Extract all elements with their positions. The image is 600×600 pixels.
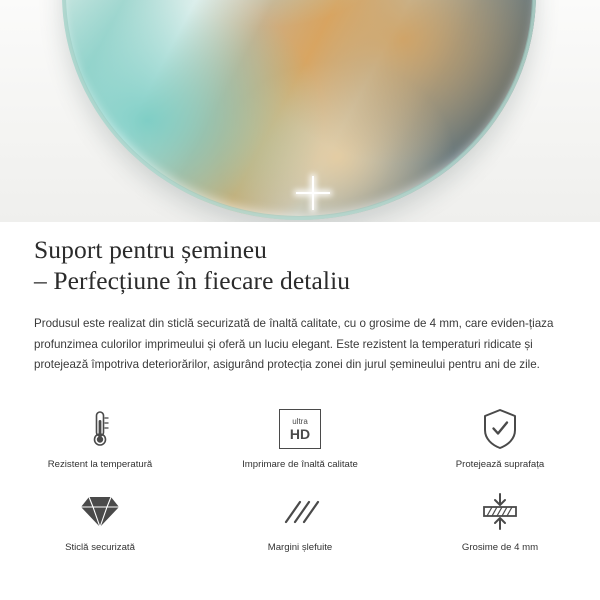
feature-item-thickness — [400, 483, 600, 558]
polished-edges-icon — [278, 489, 322, 535]
ultra-hd-icon — [279, 406, 321, 452]
feature-item-polished-edges — [200, 483, 400, 558]
feature-label: Imprimare de înaltă calitate — [242, 459, 358, 470]
thickness-4mm-icon — [478, 489, 522, 535]
headline-line-1: Suport pentru șemineu — [34, 235, 267, 264]
headline-line-2: – Perfecțiune în fiecare detaliu — [34, 266, 351, 295]
feature-item-surface-protection — [400, 400, 600, 475]
feature-label: Rezistent la temperatură — [47, 459, 153, 470]
feature-label: Protejează suprafața — [455, 459, 545, 470]
ultra-hd-badge-top: ultra — [292, 416, 308, 426]
ultra-hd-badge-bottom: HD — [289, 425, 311, 442]
feature-grid — [0, 400, 600, 558]
feature-item-print-quality — [200, 400, 400, 475]
feature-item-tempered-glass — [0, 483, 200, 558]
hero-image — [0, 0, 600, 222]
page-title — [0, 222, 600, 296]
feature-label: Sticlă securizată — [65, 542, 135, 553]
feature-label: Margini șlefuite — [267, 542, 333, 553]
text-content — [0, 222, 600, 376]
feature-item-temperature — [0, 400, 200, 475]
diamond-icon — [78, 489, 122, 535]
description-paragraph: Produsul este realizat din sticlă securizată de înaltă calitate, cu o grosime de 4 mm, care eviden-țiaza profunzimea culorilor imprimeului și oferă un luciu elegant. Este rezistent la temperaturi ridicate și protejează împotriva deteriorărilor, asigurând protecția zonei din jurul șemineului pentru ani de zile. — [34, 317, 554, 371]
shield-check-icon — [481, 406, 519, 452]
thermometer-icon — [85, 406, 115, 452]
feature-label: Grosime de 4 mm — [461, 542, 539, 553]
